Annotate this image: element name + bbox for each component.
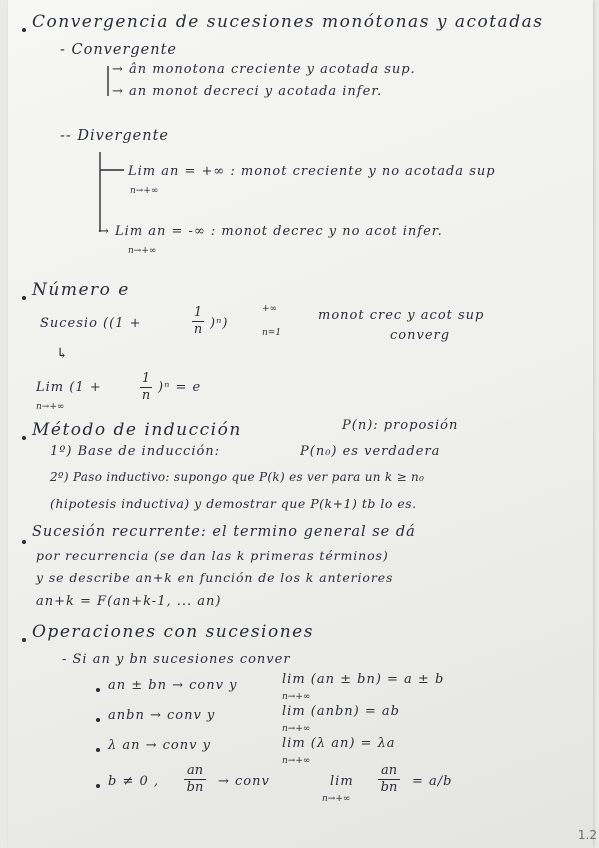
op-suma-limite: lim (an ± bn) = a ± b	[282, 672, 445, 687]
fraction-denominator: bn	[186, 780, 204, 795]
limite-e-tail: )ⁿ = e	[158, 380, 202, 395]
divergente-case-1-sub: n→+∞	[130, 186, 159, 196]
op-escalar-sub: n→+∞	[282, 756, 311, 766]
op-cociente-lim: lim	[330, 774, 354, 789]
fraction-numerator: an	[186, 763, 204, 778]
fraction-numerator: 1	[193, 305, 203, 320]
op-suma: an ± bn → conv y	[108, 678, 238, 693]
sucesion-e-note-1: monot crec y acot sup	[318, 308, 485, 323]
convergente-case-1: → ân monotona creciente y acotada sup.	[112, 62, 416, 77]
op-producto-limite: lim (anbn) = ab	[282, 704, 400, 719]
induccion-paso-2: (hipotesis inductiva) y demostrar que P(k+1) tb lo es.	[50, 496, 417, 511]
sucesion-e: Sucesio ((1 +	[40, 316, 142, 331]
sucesion-e-sub: n=1	[262, 328, 282, 338]
divergente-case-2: → Lim an = -∞ : monot decrec y no acot infer.	[98, 224, 443, 239]
fraction-denominator: n	[193, 322, 203, 337]
divergente-label: -- Divergente	[60, 128, 169, 144]
heading-induccion: Método de inducción	[32, 420, 242, 440]
recurrente-line-2: por recurrencia (se dan las k primeras términos)	[36, 548, 389, 563]
convergente-label: - Convergente	[60, 42, 177, 58]
fraction-numerator: an	[380, 763, 398, 778]
heading-numero-e: Número e	[32, 280, 130, 300]
induccion-note: P(n): proposión	[342, 418, 459, 433]
page-number: 1.2	[577, 828, 597, 842]
induccion-paso: 2º) Paso inductivo: supongo que P(k) es ver para un k ≥ n₀	[50, 470, 425, 484]
op-escalar: λ an → conv y	[108, 738, 211, 753]
heading-operaciones: Operaciones con sucesiones	[32, 622, 314, 642]
sucesion-e-tail: )ⁿ)	[210, 316, 229, 331]
recurrente-line-3: y se describe an+k en función de los k anteriores	[36, 570, 394, 585]
recurrente-formula: an+k = F(an+k-1, ... an)	[36, 594, 222, 609]
fraction-numerator: 1	[141, 371, 151, 386]
divergente-case-2-sub: n→+∞	[128, 246, 157, 256]
fraction-denominator: bn	[380, 780, 398, 795]
sucesion-e-note-2: converg	[390, 328, 451, 343]
op-cociente-sub: n→+∞	[322, 794, 351, 804]
limite-e-sub: n→+∞	[36, 402, 65, 412]
induccion-base-note: P(n₀) es verdadera	[300, 444, 441, 459]
heading-convergencia: Convergencia de sucesiones monótonas y acotadas	[32, 12, 544, 32]
op-producto-sub: n→+∞	[282, 724, 311, 734]
op-cociente-resultado: = a/b	[412, 774, 453, 789]
op-suma-sub: n→+∞	[282, 692, 311, 702]
convergente-case-2: → an monot decreci y acotada infer.	[112, 84, 383, 99]
op-cociente: b ≠ 0 ,	[108, 774, 160, 789]
induccion-base: 1º) Base de inducción:	[50, 444, 221, 459]
limite-e: Lim (1 +	[36, 380, 102, 395]
down-arrow-icon: ↳	[56, 346, 70, 362]
fraction-denominator: n	[141, 388, 151, 403]
divergente-case-1: Lim an = +∞ : monot creciente y no acotada sup	[128, 164, 496, 179]
sucesion-e-sup: +∞	[262, 304, 278, 314]
op-producto: anbn → conv y	[108, 708, 216, 723]
op-cociente-conv: → conv	[218, 774, 270, 789]
operaciones-condicion: - Si an y bn sucesiones conver	[62, 652, 291, 667]
heading-recurrente: Sucesión recurrente: el termino general se dá	[32, 524, 416, 540]
op-escalar-limite: lim (λ an) = λa	[282, 736, 396, 751]
